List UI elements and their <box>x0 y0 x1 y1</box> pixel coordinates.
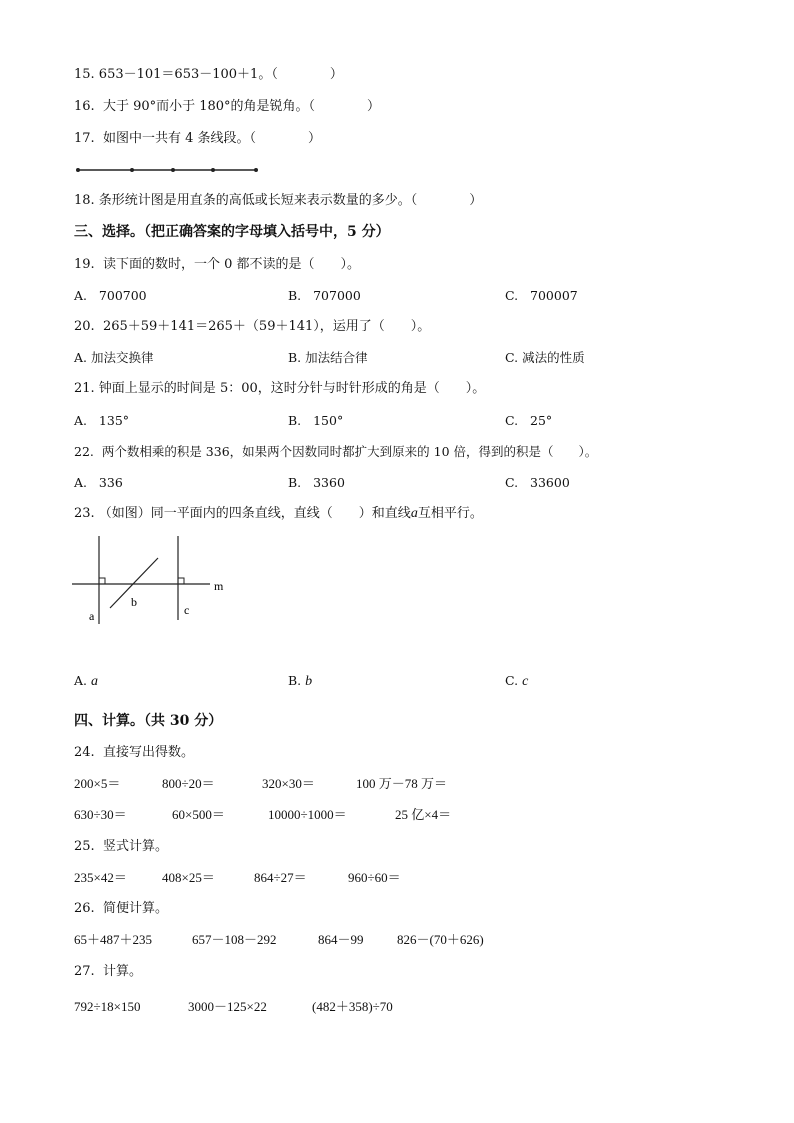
calc-item: 630÷30＝ <box>74 807 127 822</box>
calc-item: 960÷60＝ <box>348 870 401 885</box>
section-4-title: 四、计算。（共 30 分） <box>74 713 223 729</box>
question-20-option-a: A. 加法交换律 <box>74 350 154 365</box>
segment-figure <box>72 162 272 176</box>
calc-item: 3000－125×22 <box>188 999 267 1014</box>
segment-point <box>171 168 175 172</box>
calc-item: 25 亿×4＝ <box>395 807 452 822</box>
calc-item: 10000÷1000＝ <box>268 807 347 822</box>
question-21-option-a: A. 135° <box>74 413 130 428</box>
question-25-label: 25. 竖式计算。 <box>74 839 168 854</box>
label-b: b <box>131 595 137 609</box>
question-26-label: 26. 简便计算。 <box>74 901 168 916</box>
question-22: 22. 两个数相乘的积是 336，如果两个因数同时都扩大到原来的 10 倍，得到的积是（ ）。 <box>74 444 598 459</box>
calc-item: 320×30＝ <box>262 776 315 791</box>
segment-point <box>76 168 80 172</box>
right-angle-mark <box>99 578 105 584</box>
question-20: 20. 265＋59＋141＝265＋（59＋141），运用了（ ）。 <box>74 319 431 334</box>
label-a: a <box>89 609 95 623</box>
calc-item: 826－(70＋626) <box>397 932 484 947</box>
calc-item: 657－108－292 <box>192 932 277 947</box>
option-var: b <box>305 674 313 689</box>
question-24-label: 24. 直接写出得数。 <box>74 745 194 760</box>
calc-item: 200×5＝ <box>74 776 121 791</box>
calc-item: 100 万－78 万＝ <box>356 776 448 791</box>
question-19: 19. 读下面的数时，一个 0 都不读的是（ ）。 <box>74 257 360 272</box>
calc-item: 864－99 <box>318 932 364 947</box>
calc-item: 792÷18×150 <box>74 999 141 1014</box>
segment-point <box>254 168 258 172</box>
question-21: 21. 钟面上显示的时间是 5：00，这时分针与时针形成的角是（ ）。 <box>74 381 486 396</box>
question-23-stem-var: a <box>410 506 418 521</box>
option-letter: A. <box>74 673 88 688</box>
question-15: 15. 653－101＝653－100＋1。（ ） <box>74 67 343 82</box>
question-16: 16. 大于 90°而小于 180°的角是锐角。（ ） <box>74 99 381 114</box>
question-18: 18. 条形统计图是用直条的高低或长短来表示数量的多少。（ ） <box>74 193 483 208</box>
calc-item: 235×42＝ <box>74 870 127 885</box>
question-21-option-c: C. 25° <box>505 413 553 428</box>
label-c: c <box>184 603 190 617</box>
right-angle-mark <box>178 578 184 584</box>
question-19-option-a: A. 700700 <box>74 288 147 303</box>
question-23-option-b <box>288 672 312 691</box>
question-23-stem-after: 互相平行。 <box>417 506 483 521</box>
question-17: 17. 如图中一共有 4 条线段。（ ） <box>74 131 321 146</box>
option-letter: C. <box>505 673 519 688</box>
section-3-title: 三、选择。（把正确答案的字母填入括号中，5 分） <box>74 224 390 240</box>
question-19-option-c: C. 700007 <box>505 288 578 303</box>
question-22-option-a: A. 336 <box>74 475 123 490</box>
label-m: m <box>214 579 224 593</box>
question-23-option-c <box>505 672 528 691</box>
calc-item: 60×500＝ <box>172 807 225 822</box>
question-22-option-b: B. 3360 <box>288 475 345 490</box>
option-letter: B. <box>288 673 302 688</box>
question-23 <box>74 505 483 523</box>
segment-point <box>130 168 134 172</box>
question-21-option-b: B. 150° <box>288 413 344 428</box>
question-23-stem-before: 23. （如图）同一平面内的四条直线，直线（ ）和直线 <box>74 506 411 521</box>
segment-point <box>211 168 215 172</box>
calc-item: (482＋358)÷70 <box>312 999 393 1014</box>
question-20-option-b: B. 加法结合律 <box>288 350 368 365</box>
question-20-option-c: C. 减法的性质 <box>505 350 585 365</box>
question-22-option-c: C. 33600 <box>505 475 570 490</box>
calc-item: 408×25＝ <box>162 870 215 885</box>
option-var: c <box>522 674 529 689</box>
lines-figure <box>70 532 240 632</box>
question-27-label: 27. 计算。 <box>74 964 142 979</box>
question-23-option-a <box>74 672 98 691</box>
option-var: a <box>91 674 98 689</box>
calc-item: 65＋487＋235 <box>74 932 153 947</box>
question-19-option-b: B. 707000 <box>288 288 361 303</box>
calc-item: 864÷27＝ <box>254 870 307 885</box>
calc-item: 800÷20＝ <box>162 776 215 791</box>
